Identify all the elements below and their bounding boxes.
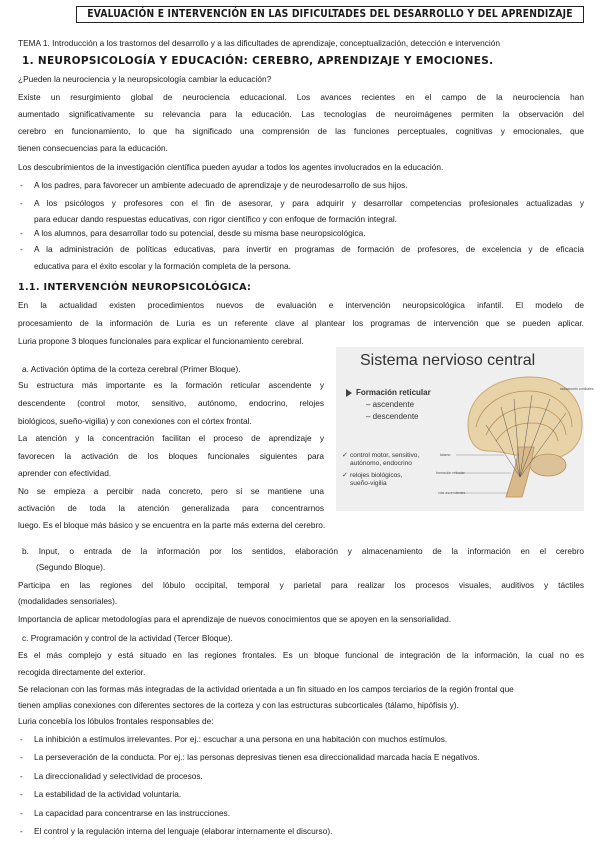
paragraph-line: luego. Es el bloque más básico y se encuentra en la parte más externa del cerebro. bbox=[18, 520, 326, 530]
paragraph-line: biológicos, sueño-vigilia) y con conexiones con el córtex frontal. bbox=[18, 416, 252, 426]
section-1-question: ¿Pueden la neurociencia y la neuropsicología cambiar la educación? bbox=[18, 74, 272, 84]
bullet-dash: - bbox=[20, 808, 23, 818]
document-title: EVALUACIÓN E INTERVENCIÓN EN LAS DIFICULTADES DEL DESARROLLO Y DEL APRENDIZAJE bbox=[87, 9, 573, 20]
nervous-system-figure bbox=[336, 347, 594, 511]
section-1-heading: 1. NEUROPSICOLOGÍA Y EDUCACIÓN: CEREBRO, APRENDIZAJE Y EMOCIONES. bbox=[22, 55, 494, 67]
paragraph-line: tienen consecuencias para la educación. bbox=[18, 143, 168, 153]
figure-check-line: sueño-vigilia bbox=[350, 480, 387, 487]
subsection-a-heading: a. Activación óptima de la corteza cerebral (Primer Bloque). bbox=[22, 364, 241, 374]
paragraph-line: Los descubrimientos de la investigación científica pueden ayudar a todos los agentes involucrados en la educación. bbox=[18, 162, 444, 172]
bullet-dash: - bbox=[20, 826, 23, 836]
paragraph-line: recogida directamente del exterior. bbox=[18, 667, 146, 677]
list-item: La capacidad para concentrarse en las instrucciones. bbox=[34, 808, 231, 818]
figure-label: radiaciones corticales bbox=[560, 387, 594, 391]
figure-item-sub: – ascendente bbox=[366, 400, 415, 409]
bullet-dash: - bbox=[20, 180, 23, 190]
paragraph-line: Se relacionan con las formas más integradas de la actividad orientada a un fin situado en los campos terciarios de la región frontal que bbox=[18, 684, 514, 694]
figure-label: tálamo bbox=[440, 453, 451, 457]
figure-check-line: autónomo, endocrino bbox=[350, 460, 412, 467]
paragraph-line: aprender con efectividad. bbox=[18, 468, 112, 478]
paragraph-line: favorecen la activación de los bloques funcionales siguientes para bbox=[18, 451, 324, 461]
bullet-dash: - bbox=[20, 244, 23, 254]
bullet-dash: - bbox=[20, 789, 23, 799]
paragraph-line: Participa en las regiones del lóbulo occipital, temporal y parietal para realizar los procesos visuales, auditivos y táctiles bbox=[18, 580, 584, 590]
paragraph-line: Importancia de aplicar metodologías para el aprendizaje de nuevos conocimientos que se apoyen en la sensorialidad. bbox=[18, 614, 452, 624]
bullet-dash: - bbox=[20, 228, 23, 238]
figure-item-main: Formación reticular bbox=[356, 388, 431, 397]
paragraph-line: descendente (control motor, sensitivo, autónomo, endocrino, relojes bbox=[18, 398, 324, 408]
paragraph-line: procesamiento de la información de Luria es un referente clave al plantear los programas de intervención que se pueden aplicar. bbox=[18, 318, 584, 328]
figure-check-line: control motor, sensitivo, bbox=[350, 452, 420, 459]
paragraph-line: tienen amplias conexiones con diferentes sectores de la corteza y con las estructuras subcorticales (tálamo, hipófisis y). bbox=[18, 700, 459, 710]
bullet-dash: - bbox=[20, 734, 23, 744]
paragraph-line: aumentado significativamente su relevancia para la educación. Las tecnologías de neuroimágenes permiten la observación del bbox=[18, 109, 584, 119]
paragraph-line: La atención y la concentración facilitan el proceso de aprendizaje y bbox=[18, 433, 324, 443]
paragraph-line: activación de toda la atención generalizada para concentrarnos bbox=[18, 503, 324, 513]
check-icon: ✓ bbox=[342, 472, 348, 479]
figure-label: formación reticular bbox=[436, 471, 465, 475]
subsection-b-heading: (Segundo Bloque). bbox=[36, 562, 106, 572]
paragraph-line: No se empieza a percibir nada concreto, pero sí se mantiene una bbox=[18, 486, 324, 496]
paragraph-line: Luria propone 3 bloques funcionales para explicar el funcionamiento cerebral. bbox=[18, 336, 304, 346]
list-item: A los padres, para favorecer un ambiente adecuado de aprendizaje y de neurodesarrollo de sus hijos. bbox=[34, 180, 408, 190]
list-item: para educar dando respuestas educativas, con rigor científico y con enfoque de formación integral. bbox=[34, 214, 397, 224]
paragraph-line: Su estructura más importante es la formación reticular ascendente y bbox=[18, 380, 324, 390]
paragraph-line: En la actualidad existen procedimientos nuevos de evaluación e intervención neuropsicológica infantil. El modelo de bbox=[18, 300, 584, 310]
list-item: A la administración de políticas educativas, para invertir en programas de formación de profesores, de excelencia y de eficacia bbox=[34, 244, 584, 254]
list-item: A los psicólogos y profesores con el fin de asesorar, y para adquirir y desarrollar competencias profesionales actualizadas y bbox=[34, 198, 584, 208]
document-title-box bbox=[76, 6, 584, 23]
topic-line: TEMA 1. Introducción a los trastornos del desarrollo y a las dificultades de aprendizaje, conceptualización, detección e intervención bbox=[18, 38, 500, 48]
paragraph-line: Es el más complejo y está situado en las regiones frontales. Es un bloque funcional de integración de la información, la cual no es bbox=[18, 650, 584, 660]
paragraph-line: Luria concebía los lóbulos frontales responsables de: bbox=[18, 716, 214, 726]
figure-check-line: relojes biológicos, bbox=[350, 472, 403, 479]
list-item: La perseveración de la conducta. Por ej.: las personas depresivas tienen esa direccionalidad marcada hacia E negativos. bbox=[34, 752, 480, 762]
list-item: educativa para el éxito escolar y la formación completa de la persona. bbox=[34, 261, 291, 271]
list-item: La estabilidad de la actividad voluntaria. bbox=[34, 789, 182, 799]
list-item: A los alumnos, para desarrollar todo su potencial, desde su misma base neuropsicológica. bbox=[34, 228, 366, 238]
paragraph-line: (modalidades sensoriales). bbox=[18, 596, 118, 606]
figure-label: vías ascendentes bbox=[438, 491, 466, 495]
list-item: La inhibición a estímulos irrelevantes. Por ej.: escuchar a una persona en una habitación con muchos estímulos. bbox=[34, 734, 448, 744]
bullet-dash: - bbox=[20, 752, 23, 762]
paragraph-line: Existe un resurgimiento global de neurociencia educacional. Los avances recientes en el campo de la neurociencia han bbox=[18, 92, 584, 102]
check-icon: ✓ bbox=[342, 452, 348, 459]
figure-item-sub: – descendente bbox=[366, 412, 419, 421]
bullet-dash: - bbox=[20, 771, 23, 781]
list-item: El control y la regulación interna del lenguaje (elaborar internamente el discurso). bbox=[34, 826, 333, 836]
subsection-c-heading: c. Programación y control de la actividad (Tercer Bloque). bbox=[22, 633, 233, 643]
paragraph-line: cerebro en funcionamiento, lo que ha significado una comprensión de las funciones perceptuales, cognitivas y emocionales, que bbox=[18, 126, 584, 136]
figure-title: Sistema nervioso central bbox=[360, 352, 536, 369]
subsection-b-heading: b. Input, o entrada de la información por los sentidos, elaboración y almacenamiento de la información en el cerebro bbox=[22, 546, 584, 556]
list-item: La direccionalidad y selectividad de procesos. bbox=[34, 771, 203, 781]
section-1-1-heading: 1.1. INTERVENCIÓN NEUROPSICOLÓGICA: bbox=[18, 282, 252, 293]
bullet-dash: - bbox=[20, 198, 23, 208]
